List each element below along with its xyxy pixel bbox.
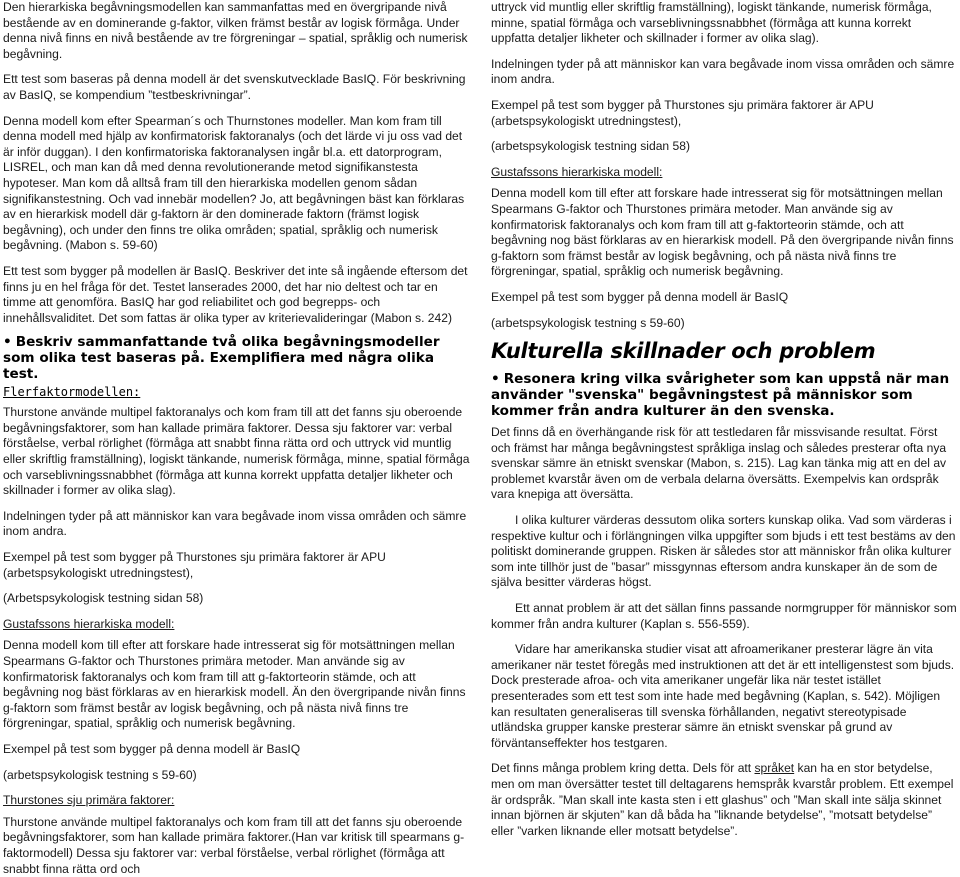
paragraph: Ett test som bygger på modellen är BasIQ. Beskriver det inte så ingående eftersom det finns ju en hel fråga för det. Testet lanserades 2000, det har nio deltest och tar en timme att genomföra. BasIQ har god reliabilitet och god begrepps- och innehållsvaliditet. Det som fattas är olika typer av kriterievalideringar (Mabon s. 242) <box>3 263 468 325</box>
chapter-heading: Kulturella skillnader och problem <box>491 339 876 364</box>
paragraph: Indelningen tyder på att människor kan vara begåvade inom vissa områden och sämre inom andra. <box>3 508 467 539</box>
paragraph: Exempel på test som bygger på denna modell är BasIQ <box>3 741 301 756</box>
bullet-icon: • <box>3 334 12 351</box>
paragraph: Det finns då en överhängande risk för att testledaren får missvisande resultat. Först och främst har många begåvningstest språkliga inslag och således presterar ofta nya svenskar sämre än etniskt svenskar (Mabon, s. 215). Lag kan tänka mig att en del av problemet kvarstår även om de verbala delarna översätts. Exempelvis kan ordspråk vara knepiga att översätta. <box>491 425 947 502</box>
paragraph: Den hierarkiska begåvningsmodellen kan sammanfattas med en övergripande nivå bestående av en dominerande g-faktor, vilken främst består av logisk förmåga. Under denna nivå finns en nivå bestående av tre förgreningar – spatial, språklig och numerisk begåvning. <box>3 0 468 61</box>
question-heading-text: Resonera kring vilka svårigheter som kan uppstå när man använder "svenska" begåvningstest på människor som kommer från andra kulturer än den svenska. <box>491 371 950 420</box>
paragraph: Thurstone använde multipel faktoranalys och kom fram till att det fanns sju oberoende begåvningsfaktorer, som han kallade primära faktorer. Dessa sju faktorer var: verbal förståelse, verbal rörlighet (förmåga att snabbt finna rätta ord och uttryck vid muntlig eller skriftlig framställning), logiskt tänkande, numerisk förmåga, minne, spatial förmåga och varseblivningssnabbhet (förmåga att kunna korrekt uppfatta detaljer likheter och skillnader i former av olika slag). <box>3 405 470 498</box>
bullet-icon: • <box>491 371 500 388</box>
paragraph <box>491 761 957 839</box>
paragraph: Vidare har amerikanska studier visat att afroamerikaner presterar lägre än vita amerikaner när testet föregås med instruktionen att det är ett intelligenstest som bjuds. Dock presterade afroa- och vita amerikaner ungefär lika när testet istället presenterades som ett test som inte hade med begåvning (Kaplan, s. 542). Möjligen kan resultaten generaliseras till svenska förhållanden, negativt stereotypisade utländska grupper kanske presterar sämre än etniskt svenskar på grund av förväntanseffekter hos testgaren. <box>491 642 955 750</box>
paragraph: Thurstone använde multipel faktoranalys och kom fram till att det fanns sju oberoende begåvningsfaktorer, som han kallade primära faktorer.(Han var kritisk till spearmans g-faktormodell) Dessa sju faktorer var: verbal förståelse, verbal rörlighet (förmåga att snabbt finna rätta ord och <box>3 814 465 876</box>
underlined-word: språket <box>754 761 795 776</box>
section-heading: Flerfaktormodellen: <box>3 385 141 400</box>
paragraph: Ett test som baseras på denna modell är det svenskutvecklade BasIQ. För beskrivning av BasIQ, se kompendium ”testbeskrivningar”. <box>3 72 466 102</box>
paragraph: uttryck vid muntlig eller skriftlig framställning), logiskt tänkande, numerisk förmåga, minne, spatial förmåga och varseblivningssnabbhet (förmåga att kunna korrekt uppfatta detaljer likheter och skillnader i former av olika slag). <box>491 0 932 46</box>
section-label: Gustafssons hierarkiska modell: <box>3 616 175 631</box>
paragraph: (Arbetspsykologisk testning sidan 58) <box>3 591 204 606</box>
section-label: Thurstones sju primära faktorer: <box>3 793 175 808</box>
paragraph: Denna modell kom till efter att forskare hade intresserat sig för motsättningen mellan Spearmans G-faktor och Thurstones primära metoder. Man använde sig av konfirmatorisk faktoranalys och kom fram till att g-faktorteorin stämde, och att begåvning nog bäst förklaras av en hierarkisk modell. På den övergripande nivån finns g-faktorn som främst består av logisk begåvning, och på nästa nivå finns tre förgreningar, spatial, språklig och numerisk begåvning. <box>491 186 954 279</box>
paragraph: Denna modell kom efter Spearman´s och Thurnstones modeller. Man kom fram till denna modell med hjälp av konfirmatorisk faktoranalys (och det lärde vi ju oss vad det är inför duggan). I den konfirmatoriska faktoranalysen ingår bl.a. ett datorprogram, LISREL, och man kan då med denna revolutionerande metod signifikanstesta hypoteser. Man kom då alltså fram till den hierarkiska modellen genom sådan signifikanstestning. Och vad innebär modellen? Jo, att begåvningen bäst kan förklaras av en hierarkisk modell där g-faktorn är den dominerade faktorn (främst logisk begåvning), och under den finns tre olika områden; spatial, språklig och numerisk begåvning. (Mabon s. 59-60) <box>3 113 465 253</box>
paragraph: (arbetspsykologisk testning s 59-60) <box>3 767 197 782</box>
paragraph: Ett annat problem är att det sällan finns passande normgrupper för människor som kommer från andra kulturer (Kaplan s. 556-559). <box>491 601 957 631</box>
paragraph: Exempel på test som bygger på Thurstones sju primära faktorer är APU (arbetspsykologiskt utredningstest), <box>3 550 386 580</box>
paragraph: Denna modell kom till efter att forskare hade intresserat sig för motsättningen mellan Spearmans G-faktor och Thurstones primära metoder. Man använde sig av konfirmatorisk faktoranalys och kom fram till att g-faktorteorin stämde, och att begåvning nog bäst förklaras av en hierarkisk modell. Än den övergripande nivån finns g-faktorn som främst består av logisk begåvning, och på nästa nivå finns tre förgreningar, spatial, språklig och numerisk begåvning. <box>3 638 466 731</box>
question-heading <box>491 371 957 419</box>
right-column <box>491 0 957 839</box>
text-run: Det finns många problem kring detta. Dels för att <box>491 761 755 776</box>
question-heading-text: Beskriv sammanfattande två olika begåvningsmodeller som olika test baseras på. Exemplifiera med några olika test. <box>3 334 440 383</box>
question-heading <box>3 334 470 382</box>
paragraph: I olika kulturer värderas dessutom olika sorters kunskap olika. Vad som värderas i respektive kultur och i förlängningen vilka uppgifter som bjuds i ett test bestäms av den politiskt dominerande gruppen. Risken är således stor att människor från olika kulturer som inte tillhör just de ”basar” missgynnas eftersom andra kunskaper än de som de själva besitter värderas högst. <box>491 513 956 590</box>
paragraph: (arbetspsykologisk testning s 59-60) <box>491 315 685 330</box>
paragraph: Indelningen tyder på att människor kan vara begåvade inom vissa områden och sämre inom andra. <box>491 56 955 87</box>
text-run: kan ha en stor betydelse, men om man översätter testet till deltagarens hemspråk kvarstår problem. Ett exempel är ordspråk. ”Man skall inte kasta sten i ett glashus” och ”Man skall inte sälja skinnet innan björnen är skjuten” kan då båda ha ”liknande betydelse”, ”motsatt betydelse” eller ”varken liknande eller motsatt betydelse”. <box>491 761 954 838</box>
paragraph: Exempel på test som bygger på Thurstones sju primära faktorer är APU (arbetspsykologiskt utredningstest), <box>491 97 874 128</box>
paragraph: (arbetspsykologisk testning sidan 58) <box>491 139 690 154</box>
paragraph: Exempel på test som bygger på denna modell är BasIQ <box>491 289 789 304</box>
left-column <box>3 0 470 877</box>
section-label: Gustafssons hierarkiska modell: <box>491 164 663 179</box>
